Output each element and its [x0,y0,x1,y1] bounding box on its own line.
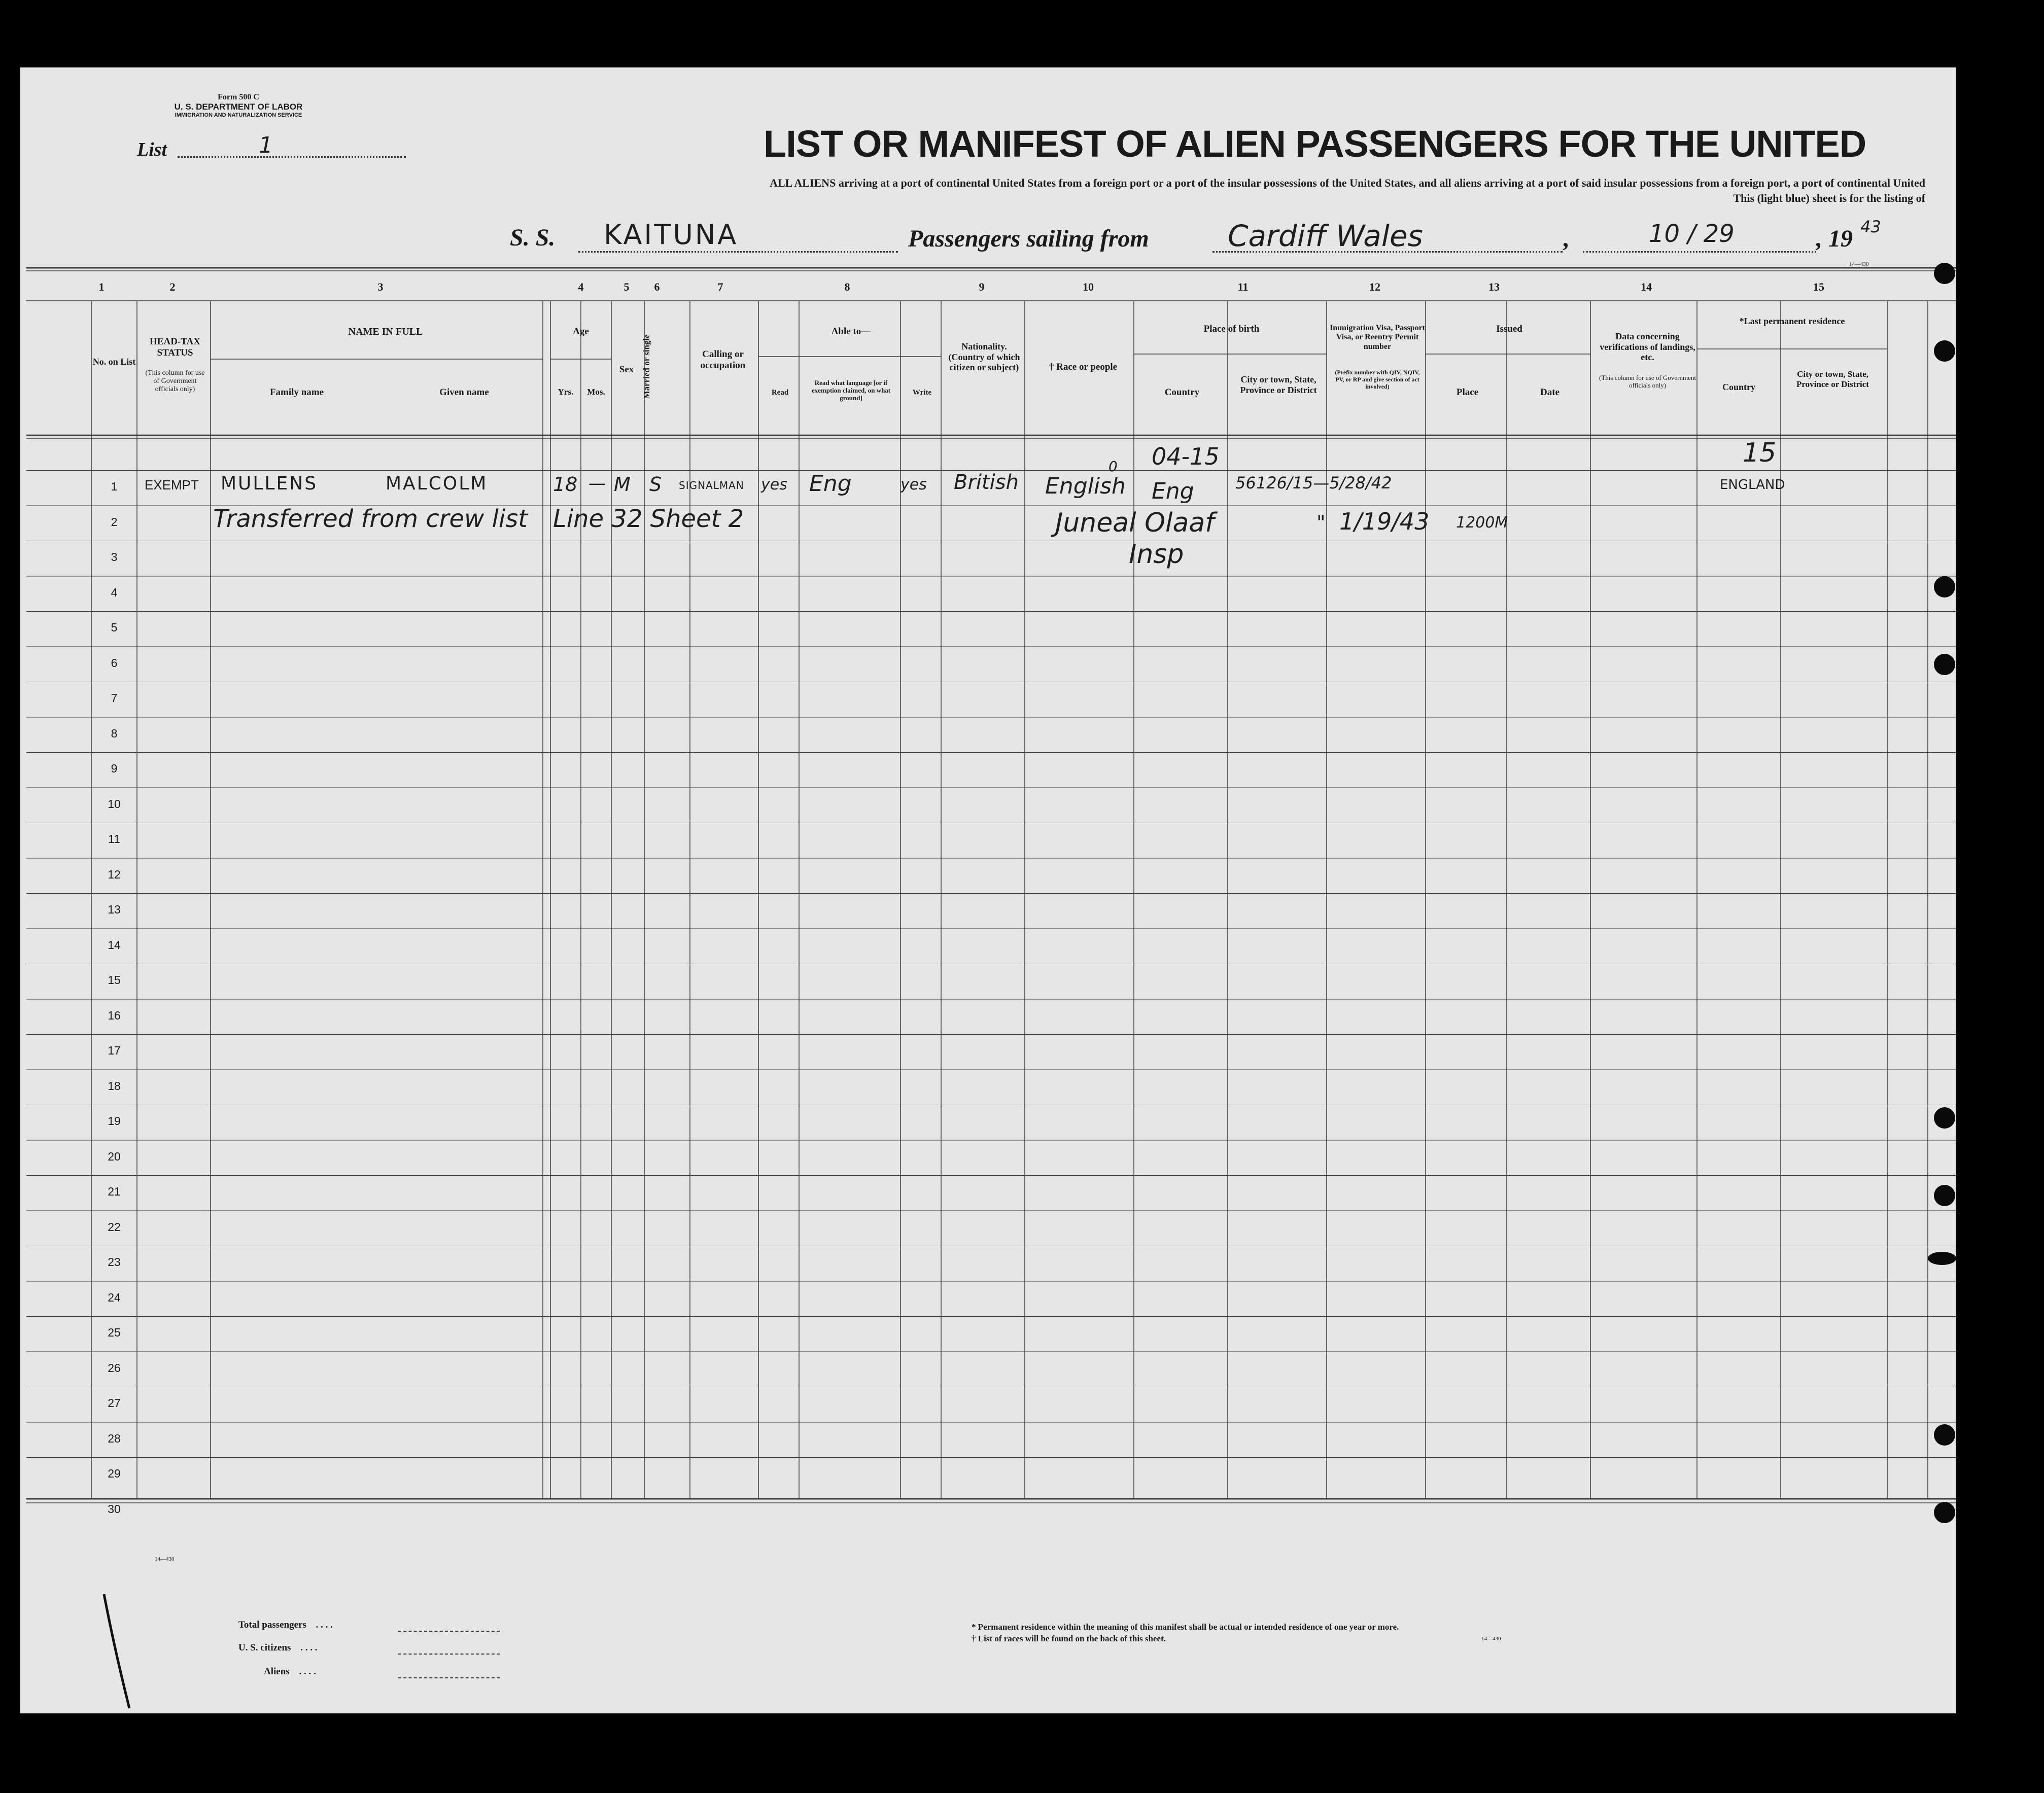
hdr-able-to: Able to— [831,326,871,337]
row-number: 24 [108,1290,121,1304]
col-num-10: 10 [1083,280,1094,293]
subtitle-line2: This (light blue) sheet is for the listing of [1733,192,1925,204]
row-number: 7 [111,691,118,705]
ss-label: S. S. [510,224,556,251]
hdr-issued: Issued [1496,324,1522,334]
row-number: 18 [108,1079,121,1093]
row2-line-note: Line 32 Sheet 2 [553,505,744,533]
punch-hole [1934,263,1955,284]
service: IMMIGRATION AND NATURALIZATION SERVICE [175,112,302,118]
footer-citizens-line [398,1654,500,1655]
hdr-married: Married or single [642,334,652,399]
hdr-family-name: Family name [269,387,324,398]
printer-mark: 14—430 [155,1556,175,1562]
col-num-3: 3 [377,280,384,293]
hdr-head-tax: HEAD-TAX STATUS [150,336,200,358]
row1-country-note: 04-15 [1152,443,1220,470]
hdr-write: Write [912,389,932,397]
year-prefix: , 19 [1816,225,1853,252]
row-number: 3 [111,550,118,564]
row-number: 1 [111,480,118,493]
row-number: 9 [111,762,118,775]
punch-hole [1934,576,1955,597]
hdr-head-tax-note: (This column for use of Government officials only) [145,369,205,394]
row1-family-name: MULLENS [221,473,318,494]
row1-country-birth: Eng [1152,478,1194,504]
col-num-6: 6 [654,280,660,293]
row-number: 30 [108,1502,121,1516]
row-number: 2 [111,515,118,529]
row1-race-mark: 0 [1108,458,1118,475]
footer-note-code: 14—430 [1481,1636,1501,1642]
hdr-name-in-full: NAME IN FULL [348,326,423,337]
footer-total-dots: . . . . [316,1620,333,1630]
punch-hole [1934,654,1955,675]
punch-hole [1934,1424,1955,1446]
footer-aliens-dots: . . . . [299,1666,316,1677]
footer-note2: † List of races will be found on the back of this sheet. [972,1634,1166,1643]
row1-write: yes [900,476,927,494]
row2-transfer-note: Transferred from crew list [213,505,528,533]
punch-hole [1934,1502,1955,1523]
row2-ditto: " [1317,511,1326,534]
hdr-data-concerning: Data concerning verifications of landings, etc. [1600,331,1695,363]
punch-hole [1934,1185,1955,1206]
sailing-port: Cardiff Wales [1228,219,1423,253]
row-number: 13 [108,903,121,916]
footer-citizens-dots: . . . . [300,1642,318,1653]
ship-name: KAITUNA [604,219,739,251]
row-number: 22 [108,1220,121,1234]
col-num-1: 1 [98,280,105,293]
subtitle-bold: ALL ALIENS [770,177,836,189]
row1-res-country: ENGLAND [1720,477,1785,493]
hdr-read: Read [771,389,789,397]
comma: , [1563,225,1569,252]
col-num-11: 11 [1237,280,1249,293]
list-label: List [137,139,167,160]
row1-language: Eng [809,471,852,497]
sailing-label: Passengers sailing from [908,225,1149,252]
subtitle-text: arriving at a port of continental United States from a foreign port or a port of the insular possessions of the United States, and all aliens arriving at a port of said insular possessions from a foreign port, a port of continental United [838,177,1925,189]
row-number: 16 [108,1008,121,1022]
punch-hole [1928,1252,1956,1265]
row1-visa-date: 5/28/42 [1329,473,1392,493]
hdr-age: Age [573,326,589,337]
page-title: LIST OR MANIFEST OF ALIEN PASSENGERS FOR THE UNITED [764,123,1866,165]
row-number: 17 [108,1044,121,1057]
row2-issued-date: 1/19/43 [1339,508,1430,535]
corner-code: 14—430 [1849,261,1869,267]
col-num-13: 13 [1488,280,1500,293]
row-number: 26 [108,1361,121,1375]
hdr-date: Date [1540,387,1560,398]
row-number: 28 [108,1431,121,1445]
punch-hole [1934,340,1955,362]
row-number: 11 [108,832,120,846]
row1-age-mos: — [588,473,606,494]
row-number: 27 [108,1396,121,1410]
hdr-calling: Calling or occupation [700,349,746,371]
row1-given-name: MALCOLM [386,473,488,494]
row2-signature: Juneal Olaaf [1055,508,1215,538]
hdr-read-language: Read what language [or if exemption claimed, on what ground] [811,379,891,402]
department: U. S. DEPARTMENT OF LABOR [174,102,303,112]
row1-age-yrs: 18 [553,473,578,496]
row1-visa-number: 56126/15— [1235,473,1330,493]
hdr-no-on-list: No. on List [92,357,136,367]
form-number: Form 500 C [218,93,259,101]
col-num-8: 8 [844,280,850,293]
hdr-visa-note: (Prefix number with QIV, NQIV, PV, or RP and give section of act involved) [1335,369,1420,390]
row-number: 12 [108,867,121,881]
row-number: 20 [108,1149,121,1163]
footer-citizens-label: U. S. citizens [238,1642,291,1653]
row-number: 29 [108,1467,121,1480]
row1-res-note: 15 [1743,438,1777,468]
year-suffix: 43 [1860,217,1881,236]
col-num-5: 5 [623,280,630,293]
hdr-res-country: Country [1722,382,1755,392]
hdr-given-name: Given name [439,387,489,398]
col-num-2: 2 [169,280,176,293]
hdr-race: † Race or people [1049,362,1118,372]
row-number: 6 [111,656,118,670]
pencil-mark [101,1592,132,1713]
row-number: 14 [108,938,121,952]
row-number: 10 [108,797,121,811]
footer-aliens-label: Aliens [264,1666,290,1677]
row-number: 15 [108,973,121,987]
row-number: 8 [111,726,118,740]
row-number: 4 [111,585,118,599]
hdr-nationality: Nationality. (Country of which citizen or subject) [948,341,1020,373]
hdr-yrs: Yrs. [558,387,574,397]
footer-total [238,1620,333,1631]
row-number: 25 [108,1326,121,1339]
row3-signature2: Insp [1129,539,1184,570]
row2-issued-place: 1200M [1456,514,1508,532]
hdr-visa: Immigration Visa, Passport Visa, or Reentry Permit number [1330,324,1425,351]
list-value: 1 [259,132,273,158]
col-num-14: 14 [1641,280,1652,293]
row-number: 21 [108,1185,121,1198]
col-num-4: 4 [578,280,584,293]
hdr-mos: Mos. [587,387,605,397]
footer-total-line [398,1631,500,1632]
footer-aliens [264,1666,316,1677]
manifest-grid [20,67,1956,1713]
footer-aliens-line [398,1677,500,1678]
footer-note1: * Permanent residence within the meaning of this manifest shall be actual or intended residence of one year or more. [972,1622,1399,1632]
punch-hole [1934,1107,1955,1129]
row1-sex: M [614,473,631,496]
hdr-data-note: (This column for use of Government officials only) [1599,374,1696,389]
hdr-place: Place [1456,387,1479,398]
manifest-sheet [20,67,1956,1713]
row1-married: S [649,473,662,496]
hdr-place-of-birth: Place of birth [1203,324,1260,334]
col-num-9: 9 [979,280,985,293]
col-num-15: 15 [1813,280,1824,293]
hdr-last-residence: *Last permanent residence [1739,316,1845,326]
row1-race: English [1045,473,1126,499]
row1-nationality: British [954,471,1019,494]
hdr-city: City or town, State, Province or District [1240,374,1317,395]
hdr-sex: Sex [619,364,634,375]
footer-total-label: Total passengers [238,1620,306,1630]
footer-citizens [238,1642,317,1654]
col-num-12: 12 [1369,280,1380,293]
sailing-date: 10 / 29 [1649,220,1735,248]
hdr-res-city: City or town, State, Province or District [1796,369,1869,389]
row1-head-tax: EXEMPT [145,477,199,493]
row-number: 23 [108,1255,121,1269]
hdr-country: Country [1164,387,1200,398]
row-number: 5 [111,621,118,634]
row1-calling: SIGNALMAN [679,479,744,491]
row1-read: yes [761,476,787,494]
row-number: 19 [108,1114,121,1128]
col-num-7: 7 [717,280,723,293]
